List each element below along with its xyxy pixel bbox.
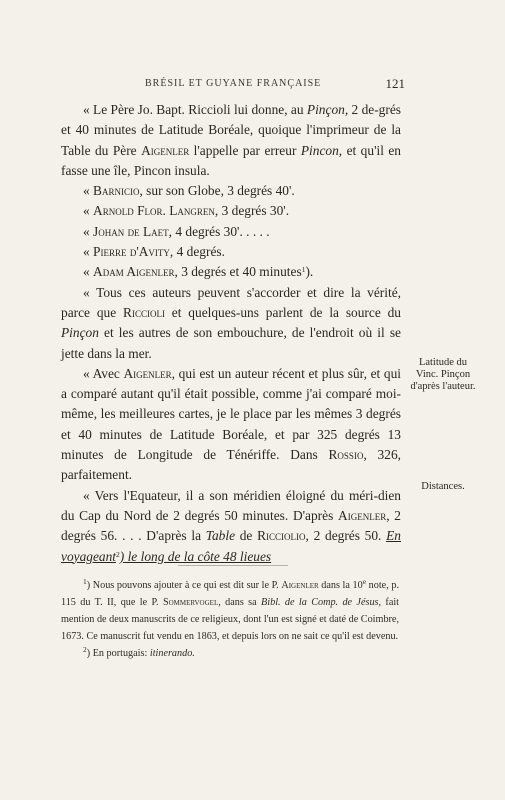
footnotes [61,577,399,662]
footnote-divider [178,565,288,566]
running-header [60,78,405,94]
paragraph-accord: « Tous ces auteurs peuvent s'accorder et dire la vérité, parce que Riccioli et quelques-uns parlent de la source du Pinçon et les autres de son embouchure, de l'endroit où il se jette dans la mer. [61,284,402,361]
paragraph-riccioli: « Le Père Jo. Bapt. Riccioli lui donne, au Pinçon, 2 de-grés et 40 minutes de Latitude Boréale, quoique l'imprimeur de la Table du Père Aigenler l'appelle par erreur Pincon, et qu'il en fasse une île, Pincon insula. [61,102,402,178]
list-item-langren: « Arnold Flor. Langren, 3 degrés 30'. [83,203,290,219]
paragraph-equateur: « Vers l'Equateur, il a son méridien éloigné du méri-dien du Cap du Nord de 2 degrés 50 minutes. D'après Aigenler, 2 degrés 56. . . . D'après la Table de Ricciolio, 2 degrés 50. En voyageant$^2$) le long de la côte 48 lieues [61,487,401,564]
list-item-barnicio: « Barnicio, sur son Globe, 3 degrés 40'. [83,183,295,199]
list-item-avity: « Pierre d'Avity, 4 degrés. [83,244,225,260]
main-text [61,100,401,567]
margin-note-distances: Distances. [421,481,465,492]
paragraph-avec-aigenler: « Avec Aigenler, qui est un auteur récent et plus sûr, et qui a comparé autant qu'il était possible, comme j'ai comparé moi-même, les meilleures cartes, je le place par les mêmes 3 degrés et 40 minutes de Latitude Boréale, et par 325 degrés 13 minutes de Longitude de Ténériffe. Dans Rossio, 326, parfaitement. [61,365,401,483]
footnote-1: $^1$) Nous pouvons ajouter à ce qui est dit sur le P. Aigenler dans la 10e note, p. 115 du T. II, que le P. Sommervogel, dans sa Bibl. de la Comp. de Jésus, fait mention de deux manuscrits de ce religieux, dont l'un est signé et daté de Coimbre, 1673. Ce manuscrit fut vendu en 1863, et depuis lors on ne sait ce qu'il est devenu. [61,577,400,642]
page-number: 121 [385,76,405,91]
footnote-2: $^2$) En portugais: itinerando. [83,645,195,659]
list-item-laet: « Johan de Laet, 4 degrés 30'. . . . . [83,223,270,239]
running-title: BRÉSIL ET GUYANE FRANÇAISE [145,78,322,89]
list-item-aigenler: « Adam Aigenler, 3 degrés et 40 minutes$^1$). [83,264,314,280]
margin-note-latitude: Latitude du Vinc. Pinçon d'après l'auteur. [410,357,476,392]
